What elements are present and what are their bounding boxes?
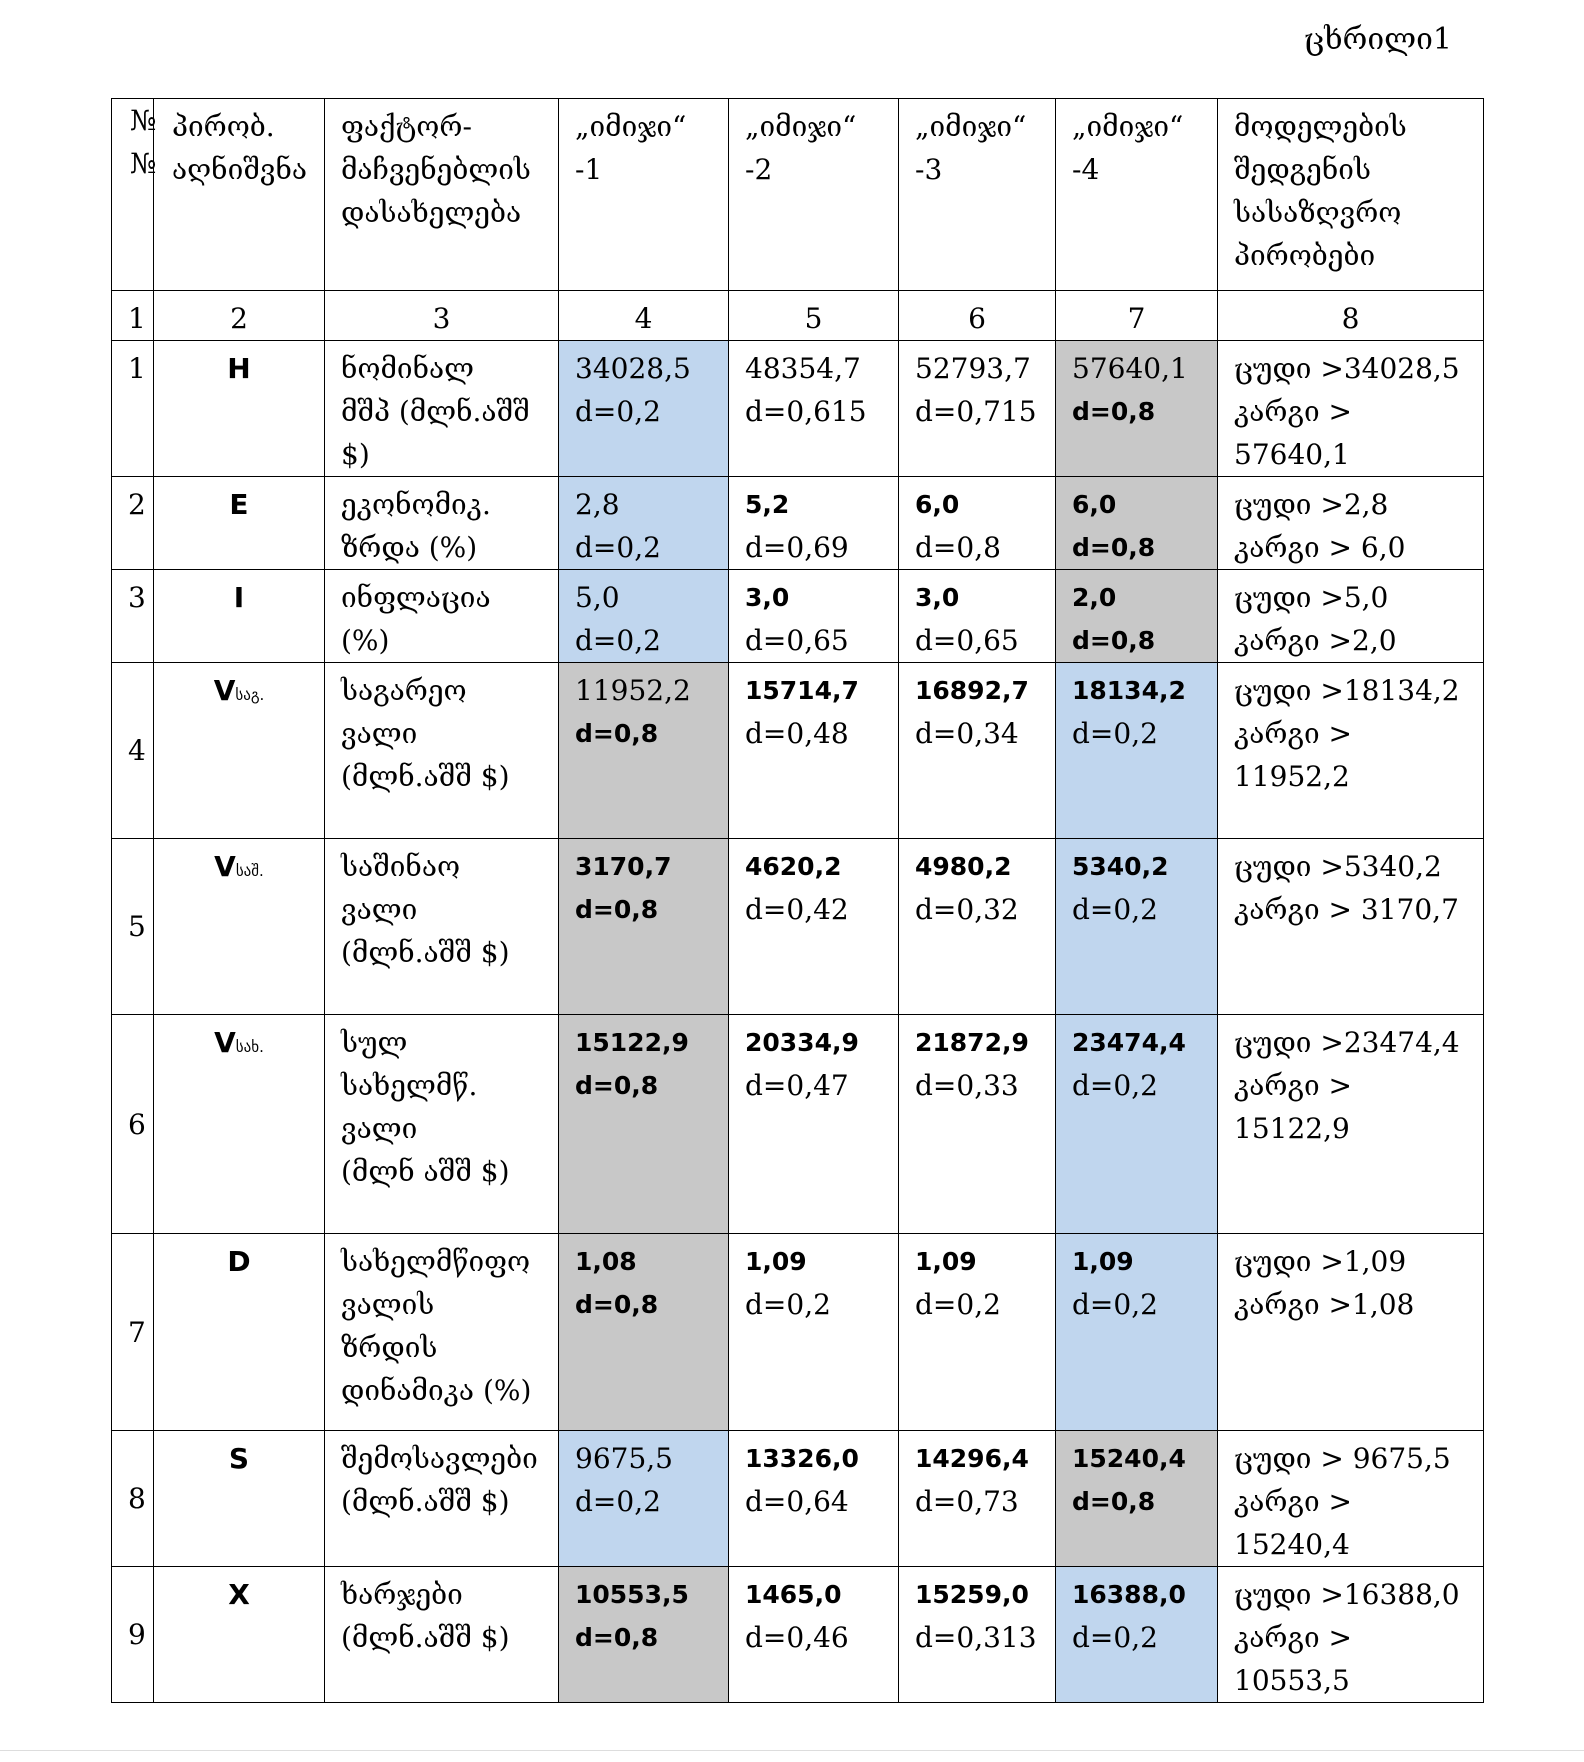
model-value: 11952,2 <box>575 674 691 707</box>
row-boundary-conditions <box>1218 1015 1484 1234</box>
model-value: 15122,9 <box>575 1028 689 1057</box>
symbol-letter: D <box>227 1245 251 1278</box>
header-cond-line: შედგენის <box>1234 153 1371 186</box>
row-number: 3 <box>112 570 154 663</box>
header-symbol <box>154 99 325 291</box>
condition-line: კარგი > 15122,9 <box>1234 1069 1353 1145</box>
model-value-cell <box>899 1431 1056 1567</box>
desirability-value: d=0,64 <box>745 1485 849 1518</box>
model-value: 2,0 <box>1072 583 1117 612</box>
row-factor-name <box>325 1567 559 1703</box>
model-value: 16388,0 <box>1072 1580 1186 1609</box>
condition-line: ცუდი >23474,4 <box>1234 1026 1460 1059</box>
model-value-cell <box>559 663 729 839</box>
row-symbol <box>154 663 325 839</box>
condition-line: კარგი >1,08 <box>1234 1288 1415 1321</box>
header-conditions <box>1218 99 1484 291</box>
factor-name-line: (მლნ.აშშ $) <box>341 1621 510 1654</box>
factor-name-line: $) <box>341 438 370 471</box>
factor-name-line: შემოსავლები <box>341 1442 538 1475</box>
header-no-line: № <box>130 104 157 137</box>
factor-name-line: საშინაო <box>341 850 461 883</box>
row-symbol <box>154 1567 325 1703</box>
desirability-value: d=0,2 <box>1072 893 1158 926</box>
desirability-value: d=0,8 <box>575 1071 659 1100</box>
column-number: 5 <box>729 291 899 341</box>
condition-line: ცუდი >34028,5 <box>1234 352 1460 385</box>
row-number: 4 <box>112 663 154 839</box>
row-number: 8 <box>112 1431 154 1567</box>
header-symbol-line: აღნიშვნა <box>172 153 307 186</box>
model-value-cell <box>729 839 899 1015</box>
model-value-cell <box>559 570 729 663</box>
column-number-row <box>112 291 1484 341</box>
row-factor-name <box>325 1015 559 1234</box>
model-value-cell <box>899 663 1056 839</box>
table-row <box>112 341 1484 477</box>
desirability-value: d=0,2 <box>915 1288 1001 1321</box>
desirability-value: d=0,2 <box>1072 1621 1158 1654</box>
condition-line: ცუდი >16388,0 <box>1234 1578 1460 1611</box>
factor-name-line: სახელმწ. <box>341 1069 478 1102</box>
header-model-line: -2 <box>745 153 773 186</box>
desirability-value: d=0,615 <box>745 395 867 428</box>
model-value-cell <box>1056 1015 1218 1234</box>
model-value-cell <box>729 1234 899 1431</box>
header-model-line: -1 <box>575 153 603 186</box>
model-value-cell <box>1056 477 1218 570</box>
model-value-cell <box>729 1015 899 1234</box>
table-row <box>112 477 1484 570</box>
desirability-value: d=0,2 <box>575 624 661 657</box>
factor-name-line: ვალის <box>341 1288 435 1321</box>
symbol-letter: V <box>214 850 236 883</box>
symbol-subscript: სახ. <box>235 1038 264 1056</box>
condition-line: ცუდი >18134,2 <box>1234 674 1460 707</box>
factor-name-line: (მლნ აშშ $) <box>341 1155 510 1188</box>
row-symbol <box>154 839 325 1015</box>
desirability-value: d=0,33 <box>915 1069 1019 1102</box>
model-value: 5,0 <box>575 581 620 614</box>
row-factor-name <box>325 663 559 839</box>
model-value-cell <box>899 1015 1056 1234</box>
row-boundary-conditions <box>1218 477 1484 570</box>
model-value: 16892,7 <box>915 676 1029 705</box>
model-value-cell <box>899 570 1056 663</box>
condition-line: ცუდი >1,09 <box>1234 1245 1407 1278</box>
row-number: 5 <box>112 839 154 1015</box>
model-value: 52793,7 <box>915 352 1031 385</box>
symbol-letter: I <box>233 581 245 614</box>
column-number: 3 <box>325 291 559 341</box>
column-number: 2 <box>154 291 325 341</box>
symbol-letter: V <box>213 674 236 707</box>
page-edge <box>0 1750 1584 1751</box>
model-value-cell <box>1056 663 1218 839</box>
row-boundary-conditions <box>1218 663 1484 839</box>
row-number: 1 <box>112 341 154 477</box>
factor-name-line: მშპ (მლნ.აშშ <box>341 395 530 428</box>
row-symbol <box>154 570 325 663</box>
table-caption: ცხრილი1 <box>1304 22 1452 57</box>
condition-line: ცუდი > 9675,5 <box>1234 1442 1451 1475</box>
header-name <box>325 99 559 291</box>
model-value: 57640,1 <box>1072 352 1188 385</box>
row-factor-name <box>325 341 559 477</box>
model-value: 18134,2 <box>1072 676 1186 705</box>
model-value: 20334,9 <box>745 1028 859 1057</box>
model-value: 1,09 <box>1072 1247 1134 1276</box>
column-number: 8 <box>1218 291 1484 341</box>
model-value-cell <box>729 663 899 839</box>
header-symbol-line: პირობ. <box>172 110 275 143</box>
factor-name-line: სულ <box>341 1026 408 1059</box>
desirability-value: d=0,46 <box>745 1621 849 1654</box>
desirability-value: d=0,8 <box>1072 1487 1156 1516</box>
model-value: 1,09 <box>915 1247 977 1276</box>
header-model-line: -3 <box>915 153 943 186</box>
model-value-cell <box>729 1431 899 1567</box>
factor-name-line: (%) <box>341 624 390 657</box>
factor-name-line: დინამიკა (%) <box>341 1374 532 1407</box>
row-symbol <box>154 1431 325 1567</box>
desirability-value: d=0,8 <box>1072 397 1156 426</box>
model-value: 15714,7 <box>745 676 859 705</box>
condition-line: კარგი > 11952,2 <box>1234 717 1353 793</box>
desirability-value: d=0,313 <box>915 1621 1037 1654</box>
table-row <box>112 1431 1484 1567</box>
model-value-cell <box>1056 570 1218 663</box>
desirability-value: d=0,2 <box>575 395 661 428</box>
header-name-line: ფაქტორ- <box>341 110 472 143</box>
factor-name-line: ზრდის <box>341 1331 438 1364</box>
model-value: 5340,2 <box>1072 852 1169 881</box>
header-model-line: „იმიჯი“ <box>915 110 1027 143</box>
desirability-value: d=0,65 <box>915 624 1019 657</box>
desirability-value: d=0,2 <box>1072 717 1158 750</box>
model-value: 1,08 <box>575 1247 637 1276</box>
factor-name-line: ზრდა (%) <box>341 531 478 564</box>
model-value: 3,0 <box>745 583 790 612</box>
row-boundary-conditions <box>1218 1234 1484 1431</box>
factor-name-line: ვალი <box>341 893 418 926</box>
header-name-line: დასახელება <box>341 196 522 229</box>
row-boundary-conditions <box>1218 1431 1484 1567</box>
symbol-subscript: საგ. <box>235 686 265 704</box>
model-value: 23474,4 <box>1072 1028 1186 1057</box>
desirability-value: d=0,8 <box>575 719 659 748</box>
desirability-value: d=0,32 <box>915 893 1019 926</box>
row-boundary-conditions <box>1218 1567 1484 1703</box>
desirability-value: d=0,34 <box>915 717 1019 750</box>
column-number: 7 <box>1056 291 1218 341</box>
factor-name-line: ეკონომიკ. <box>341 488 491 521</box>
row-number: 9 <box>112 1567 154 1703</box>
model-value-cell <box>899 341 1056 477</box>
condition-line: კარგი > 6,0 <box>1234 531 1406 564</box>
desirability-value: d=0,65 <box>745 624 849 657</box>
row-boundary-conditions <box>1218 839 1484 1015</box>
model-value: 13326,0 <box>745 1444 859 1473</box>
model-value: 1465,0 <box>745 1580 842 1609</box>
model-value: 4980,2 <box>915 852 1012 881</box>
table-row <box>112 1015 1484 1234</box>
factor-name-line: ინფლაცია <box>341 581 491 614</box>
model-value: 5,2 <box>745 490 790 519</box>
condition-line: კარგი > 15240,4 <box>1234 1485 1353 1561</box>
model-value-cell <box>559 1015 729 1234</box>
model-value: 1,09 <box>745 1247 807 1276</box>
symbol-letter: X <box>228 1578 250 1611</box>
table-row <box>112 1567 1484 1703</box>
factor-name-line: (მლნ.აშშ $) <box>341 936 510 969</box>
factor-name-line: (მლნ.აშშ $) <box>341 760 510 793</box>
row-number: 2 <box>112 477 154 570</box>
factor-name-line: სახელმწიფო <box>341 1245 531 1278</box>
model-value: 9675,5 <box>575 1442 673 1475</box>
header-model-4 <box>1056 99 1218 291</box>
symbol-letter: S <box>228 1442 250 1475</box>
header-cond-line: სასაზღვრო <box>1234 196 1402 229</box>
header-cond-line: მოდელების <box>1234 110 1407 143</box>
model-value: 10553,5 <box>575 1580 689 1609</box>
model-value-cell <box>1056 1234 1218 1431</box>
desirability-value: d=0,8 <box>575 1623 659 1652</box>
model-value: 2,8 <box>575 488 620 521</box>
model-value-cell <box>729 477 899 570</box>
desirability-value: d=0,8 <box>915 531 1001 564</box>
row-symbol <box>154 1234 325 1431</box>
factor-name-line: ხარჯები <box>341 1578 463 1611</box>
condition-line: კარგი > 57640,1 <box>1234 395 1353 471</box>
model-value: 15240,4 <box>1072 1444 1186 1473</box>
header-model-2 <box>729 99 899 291</box>
model-value-cell <box>559 1431 729 1567</box>
row-number: 6 <box>112 1015 154 1234</box>
table-row <box>112 839 1484 1015</box>
factor-name-line: ნომინალ <box>341 352 474 385</box>
model-value-cell <box>729 570 899 663</box>
row-symbol <box>154 1015 325 1234</box>
condition-line: კარგი >2,0 <box>1234 624 1397 657</box>
column-number: 1 <box>112 291 154 341</box>
row-symbol <box>154 477 325 570</box>
header-model-line: -4 <box>1072 153 1100 186</box>
factor-table <box>111 98 1484 1703</box>
header-name-line: მაჩვენებლის <box>341 153 531 186</box>
desirability-value: d=0,2 <box>1072 1069 1158 1102</box>
row-factor-name <box>325 1431 559 1567</box>
model-value-cell <box>1056 1431 1218 1567</box>
condition-line: კარგი > 10553,5 <box>1234 1621 1353 1697</box>
model-value-cell <box>559 839 729 1015</box>
desirability-value: d=0,73 <box>915 1485 1019 1518</box>
header-model-line: „იმიჯი“ <box>575 110 687 143</box>
row-factor-name <box>325 477 559 570</box>
symbol-letter: E <box>229 488 249 521</box>
header-model-3 <box>899 99 1056 291</box>
header-row <box>112 99 1484 291</box>
model-value-cell <box>1056 839 1218 1015</box>
factor-name-line: ვალი <box>341 1112 418 1145</box>
desirability-value: d=0,47 <box>745 1069 849 1102</box>
desirability-value: d=0,8 <box>1072 533 1156 562</box>
desirability-value: d=0,69 <box>745 531 849 564</box>
model-value-cell <box>1056 341 1218 477</box>
column-number: 6 <box>899 291 1056 341</box>
model-value: 15259,0 <box>915 1580 1029 1609</box>
header-no <box>112 99 157 291</box>
symbol-subscript: საშ. <box>235 862 264 880</box>
model-value-cell <box>559 341 729 477</box>
row-symbol <box>154 341 325 477</box>
model-value-cell <box>559 1567 729 1703</box>
table-row <box>112 663 1484 839</box>
model-value-cell <box>899 839 1056 1015</box>
row-factor-name <box>325 570 559 663</box>
model-value: 3,0 <box>915 583 960 612</box>
header-no-line: № <box>130 147 157 180</box>
model-value-cell <box>559 1234 729 1431</box>
header-cond-line: პირობები <box>1234 239 1376 272</box>
model-value-cell <box>559 477 729 570</box>
desirability-value: d=0,48 <box>745 717 849 750</box>
model-value-cell <box>899 1567 1056 1703</box>
desirability-value: d=0,715 <box>915 395 1037 428</box>
desirability-value: d=0,42 <box>745 893 849 926</box>
row-boundary-conditions <box>1218 570 1484 663</box>
symbol-letter: V <box>214 1026 236 1059</box>
desirability-value: d=0,2 <box>1072 1288 1158 1321</box>
header-model-line: „იმიჯი“ <box>745 110 857 143</box>
condition-line: ცუდი >5340,2 <box>1234 850 1442 883</box>
desirability-value: d=0,8 <box>1072 626 1156 655</box>
model-value: 48354,7 <box>745 352 861 385</box>
header-model-line: „იმიჯი“ <box>1072 110 1184 143</box>
factor-name-line: ვალი <box>341 717 418 750</box>
model-value: 6,0 <box>1072 490 1117 519</box>
condition-line: კარგი > 3170,7 <box>1234 893 1459 926</box>
table-body <box>112 99 1484 1703</box>
model-value-cell <box>1056 1567 1218 1703</box>
table-row <box>112 1234 1484 1431</box>
condition-line: ცუდი >5,0 <box>1234 581 1389 614</box>
model-value: 6,0 <box>915 490 960 519</box>
table-row <box>112 570 1484 663</box>
desirability-value: d=0,2 <box>745 1288 831 1321</box>
factor-name-line: (მლნ.აშშ $) <box>341 1485 510 1518</box>
row-factor-name <box>325 839 559 1015</box>
row-factor-name <box>325 1234 559 1431</box>
model-value: 14296,4 <box>915 1444 1029 1473</box>
column-number: 4 <box>559 291 729 341</box>
factor-name-line: საგარეო <box>341 674 467 707</box>
model-value-cell <box>729 1567 899 1703</box>
model-value-cell <box>899 477 1056 570</box>
model-value: 21872,9 <box>915 1028 1029 1057</box>
desirability-value: d=0,8 <box>575 1290 659 1319</box>
model-value-cell <box>899 1234 1056 1431</box>
model-value-cell <box>729 341 899 477</box>
row-number: 7 <box>112 1234 154 1431</box>
desirability-value: d=0,2 <box>575 531 661 564</box>
symbol-letter: H <box>227 352 251 385</box>
desirability-value: d=0,2 <box>575 1485 661 1518</box>
model-value: 3170,7 <box>575 852 672 881</box>
desirability-value: d=0,8 <box>575 895 659 924</box>
model-value: 4620,2 <box>745 852 842 881</box>
condition-line: ცუდი >2,8 <box>1234 488 1389 521</box>
header-model-1 <box>559 99 729 291</box>
model-value: 34028,5 <box>575 352 691 385</box>
row-boundary-conditions <box>1218 341 1484 477</box>
